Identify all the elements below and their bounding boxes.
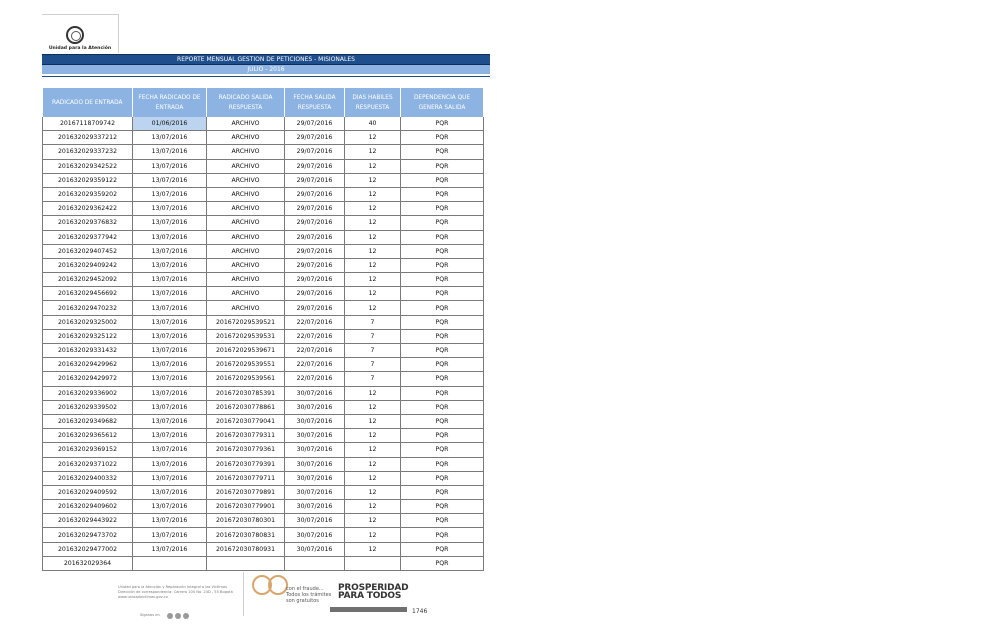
table-row: [43, 372, 484, 386]
prosperidad-logo: [338, 584, 408, 600]
table-cell[interactable]: 12: [345, 443, 401, 457]
table-cell[interactable]: 201632029336902: [43, 386, 133, 400]
table-cell[interactable]: PQR: [401, 386, 484, 400]
table-cell[interactable]: 12: [345, 202, 401, 216]
table-cell[interactable]: 12: [345, 244, 401, 258]
table-cell[interactable]: 13/07/2016: [133, 400, 207, 414]
table-cell[interactable]: 12: [345, 230, 401, 244]
table-cell[interactable]: 201672029539671: [207, 344, 285, 358]
table-cell[interactable]: 12: [345, 429, 401, 443]
table-cell[interactable]: 201632029325002: [43, 315, 133, 329]
table-cell[interactable]: 201672030780831: [207, 528, 285, 542]
table-cell[interactable]: 201632029400332: [43, 471, 133, 485]
table-cell[interactable]: [207, 556, 285, 570]
table-cell[interactable]: 12: [345, 542, 401, 556]
table-cell[interactable]: 7: [345, 344, 401, 358]
table-cell[interactable]: 12: [345, 485, 401, 499]
col-header-dias-habiles: DIAS HABILES RESPUESTA: [345, 88, 401, 117]
table-cell[interactable]: 30/07/2016: [285, 542, 345, 556]
table-cell[interactable]: 201672030779711: [207, 471, 285, 485]
table-cell[interactable]: 13/07/2016: [133, 258, 207, 272]
table-row: [43, 429, 484, 443]
petitions-table: [42, 88, 484, 571]
table-cell[interactable]: ARCHIVO: [207, 159, 285, 173]
table-cell[interactable]: 13/07/2016: [133, 386, 207, 400]
table-cell[interactable]: PQR: [401, 358, 484, 372]
table-row: [43, 187, 484, 201]
table-row: [43, 414, 484, 428]
table-cell[interactable]: 29/07/2016: [285, 287, 345, 301]
col-header-fecha-entrada: FECHA RADICADO DE ENTRADA: [133, 88, 207, 117]
table-cell[interactable]: 201672030779311: [207, 429, 285, 443]
table-cell[interactable]: PQR: [401, 301, 484, 315]
table-row: [43, 471, 484, 485]
table-cell[interactable]: 13/07/2016: [133, 457, 207, 471]
table-cell[interactable]: 13/07/2016: [133, 500, 207, 514]
table-cell[interactable]: PQR: [401, 500, 484, 514]
table-cell[interactable]: PQR: [401, 117, 484, 131]
table-cell[interactable]: ARCHIVO: [207, 216, 285, 230]
table-cell[interactable]: 201632029407452: [43, 244, 133, 258]
table-cell[interactable]: 7: [345, 329, 401, 343]
slogan-line: son gratuitos: [286, 598, 319, 604]
table-cell[interactable]: PQR: [401, 329, 484, 343]
table-cell[interactable]: PQR: [401, 273, 484, 287]
table-cell[interactable]: 12: [345, 145, 401, 159]
table-row: [43, 131, 484, 145]
table-cell[interactable]: 30/07/2016: [285, 429, 345, 443]
report-title: REPORTE MENSUAL GESTION DE PETICIONES - MISIONALES: [42, 54, 490, 65]
ojo-slogan: [286, 586, 346, 604]
table-cell[interactable]: 29/07/2016: [285, 159, 345, 173]
table-cell[interactable]: 201632029452092: [43, 273, 133, 287]
table-cell[interactable]: 29/07/2016: [285, 230, 345, 244]
table-cell[interactable]: PQR: [401, 344, 484, 358]
table-cell[interactable]: PQR: [401, 258, 484, 272]
table-cell[interactable]: 7: [345, 358, 401, 372]
table-row: [43, 117, 484, 131]
table-cell[interactable]: 13/07/2016: [133, 273, 207, 287]
table-cell[interactable]: ARCHIVO: [207, 117, 285, 131]
table-cell[interactable]: ARCHIVO: [207, 173, 285, 187]
table-cell[interactable]: 13/07/2016: [133, 514, 207, 528]
table-row: [43, 273, 484, 287]
table-cell[interactable]: 201672030780931: [207, 542, 285, 556]
table-cell[interactable]: 201672030785391: [207, 386, 285, 400]
table-cell[interactable]: 13/07/2016: [133, 485, 207, 499]
table-cell[interactable]: 22/07/2016: [285, 315, 345, 329]
table-cell[interactable]: 29/07/2016: [285, 202, 345, 216]
table-cell[interactable]: 29/07/2016: [285, 301, 345, 315]
facebook-icon[interactable]: [167, 613, 173, 619]
logo-text: Unidad para la Atención: [48, 46, 112, 51]
table-cell[interactable]: 12: [345, 414, 401, 428]
table-cell[interactable]: 22/07/2016: [285, 329, 345, 343]
table-cell[interactable]: 201632029337212: [43, 131, 133, 145]
table-cell[interactable]: 201672029539531: [207, 329, 285, 343]
table-cell[interactable]: [285, 556, 345, 570]
table-cell[interactable]: 12: [345, 159, 401, 173]
table-cell[interactable]: 201632029470232: [43, 301, 133, 315]
address-line: Dirección de correspondencia: Carrera 100 No. 24D - 55 Bogotá: [118, 590, 233, 594]
table-cell[interactable]: 13/07/2016: [133, 287, 207, 301]
footer-bar: [330, 607, 407, 612]
table-cell[interactable]: 12: [345, 287, 401, 301]
table-cell[interactable]: 201632029342522: [43, 159, 133, 173]
table-cell[interactable]: 201632029359122: [43, 173, 133, 187]
table-cell[interactable]: 30/07/2016: [285, 500, 345, 514]
table-cell[interactable]: 201632029477002: [43, 542, 133, 556]
table-cell[interactable]: 29/07/2016: [285, 258, 345, 272]
table-cell[interactable]: 20167118709742: [43, 117, 133, 131]
table-row: [43, 244, 484, 258]
table-cell[interactable]: 12: [345, 500, 401, 514]
table-row: [43, 443, 484, 457]
table-cell[interactable]: ARCHIVO: [207, 244, 285, 258]
table-row: [43, 173, 484, 187]
report-period: JULIO - 2016: [42, 65, 490, 74]
table-cell[interactable]: PQR: [401, 556, 484, 570]
table-cell[interactable]: 7: [345, 372, 401, 386]
table-cell[interactable]: 12: [345, 273, 401, 287]
table-row: [43, 386, 484, 400]
table-row: [43, 485, 484, 499]
table-cell[interactable]: 201632029359202: [43, 187, 133, 201]
table-cell[interactable]: 201672030779901: [207, 500, 285, 514]
table-row: [43, 145, 484, 159]
table-cell[interactable]: 30/07/2016: [285, 514, 345, 528]
table-cell[interactable]: 12: [345, 187, 401, 201]
table-cell[interactable]: 13/07/2016: [133, 429, 207, 443]
table-cell[interactable]: 29/07/2016: [285, 131, 345, 145]
table-row: [43, 301, 484, 315]
social-label: Síganos en: [140, 612, 160, 617]
table-cell[interactable]: 7: [345, 315, 401, 329]
table-cell[interactable]: 13/07/2016: [133, 329, 207, 343]
table-cell[interactable]: 13/07/2016: [133, 216, 207, 230]
twitter-icon[interactable]: [175, 613, 181, 619]
table-cell[interactable]: 01/06/2016: [133, 117, 207, 131]
table-cell[interactable]: [345, 556, 401, 570]
table-cell[interactable]: 40: [345, 117, 401, 131]
table-row: [43, 528, 484, 542]
table-row: [43, 230, 484, 244]
table-row: [43, 202, 484, 216]
table-cell[interactable]: 13/07/2016: [133, 315, 207, 329]
table-cell[interactable]: 30/07/2016: [285, 485, 345, 499]
table-cell[interactable]: 12: [345, 514, 401, 528]
table-cell[interactable]: 12: [345, 528, 401, 542]
table-cell[interactable]: PQR: [401, 400, 484, 414]
slogan-line: con el fraude...: [286, 586, 324, 592]
table-cell[interactable]: PQR: [401, 131, 484, 145]
slogan-line: Todos los trámites: [286, 592, 332, 598]
table-cell[interactable]: 201632029409592: [43, 485, 133, 499]
table-row: [43, 500, 484, 514]
entity-logo: [42, 14, 119, 53]
table-row: [43, 358, 484, 372]
table-cell[interactable]: 13/07/2016: [133, 344, 207, 358]
table-cell[interactable]: 30/07/2016: [285, 414, 345, 428]
table-cell[interactable]: 13/07/2016: [133, 528, 207, 542]
table-cell[interactable]: PQR: [401, 145, 484, 159]
table-cell[interactable]: 13/07/2016: [133, 542, 207, 556]
table-cell[interactable]: 201632029369152: [43, 443, 133, 457]
table-row: [43, 216, 484, 230]
table-cell[interactable]: 201672029539561: [207, 372, 285, 386]
table-cell[interactable]: PQR: [401, 443, 484, 457]
table-cell[interactable]: 13/07/2016: [133, 230, 207, 244]
table-cell[interactable]: 201632029456692: [43, 287, 133, 301]
table-row: [43, 159, 484, 173]
table-cell[interactable]: 30/07/2016: [285, 457, 345, 471]
table-cell[interactable]: PQR: [401, 173, 484, 187]
col-header-fecha-salida: FECHA SALIDA RESPUESTA: [285, 88, 345, 117]
table-cell[interactable]: 29/07/2016: [285, 187, 345, 201]
table-cell[interactable]: 13/07/2016: [133, 244, 207, 258]
page-number: 1746: [412, 608, 428, 615]
table-cell[interactable]: ARCHIVO: [207, 301, 285, 315]
table-cell[interactable]: PQR: [401, 202, 484, 216]
seal-icon: [66, 26, 84, 44]
table-cell[interactable]: 201632029331432: [43, 344, 133, 358]
table-cell[interactable]: 12: [345, 471, 401, 485]
table-cell[interactable]: ARCHIVO: [207, 230, 285, 244]
table-cell[interactable]: 29/07/2016: [285, 145, 345, 159]
col-header-radicado-entrada: RADICADO DE ENTRADA: [43, 88, 133, 117]
table-cell[interactable]: PQR: [401, 372, 484, 386]
table-cell[interactable]: 30/07/2016: [285, 443, 345, 457]
eye-icon: [268, 575, 288, 595]
table-cell[interactable]: 201632029365612: [43, 429, 133, 443]
table-cell[interactable]: ARCHIVO: [207, 202, 285, 216]
table-cell[interactable]: 22/07/2016: [285, 344, 345, 358]
table-cell[interactable]: 13/07/2016: [133, 159, 207, 173]
table-cell[interactable]: PQR: [401, 429, 484, 443]
table-cell[interactable]: PQR: [401, 159, 484, 173]
table-cell[interactable]: 201632029364: [43, 556, 133, 570]
table-cell[interactable]: 201632029371022: [43, 457, 133, 471]
table-cell[interactable]: 12: [345, 301, 401, 315]
address-line: Unidad para la Atención y Reparación Integral a las Víctimas: [118, 585, 227, 589]
table-cell[interactable]: PQR: [401, 216, 484, 230]
table-cell[interactable]: 13/07/2016: [133, 202, 207, 216]
table-cell[interactable]: 201672029539521: [207, 315, 285, 329]
table-cell[interactable]: 12: [345, 258, 401, 272]
table-cell[interactable]: 12: [345, 131, 401, 145]
table-cell[interactable]: 13/07/2016: [133, 173, 207, 187]
table-cell[interactable]: 201672030780301: [207, 514, 285, 528]
table-cell[interactable]: ARCHIVO: [207, 273, 285, 287]
table-row: [43, 514, 484, 528]
social-icons: [140, 604, 191, 623]
table-cell[interactable]: 30/07/2016: [285, 400, 345, 414]
table-cell[interactable]: 13/07/2016: [133, 358, 207, 372]
table-cell[interactable]: 30/07/2016: [285, 471, 345, 485]
table-cell[interactable]: 201632029325122: [43, 329, 133, 343]
table-cell[interactable]: ARCHIVO: [207, 258, 285, 272]
table-cell[interactable]: 30/07/2016: [285, 386, 345, 400]
table-cell[interactable]: 13/07/2016: [133, 301, 207, 315]
table-cell[interactable]: 12: [345, 173, 401, 187]
table-cell[interactable]: 29/07/2016: [285, 273, 345, 287]
table-row: [43, 258, 484, 272]
table-row: [43, 329, 484, 343]
table-cell[interactable]: [133, 556, 207, 570]
table-cell[interactable]: 13/07/2016: [133, 443, 207, 457]
table-cell[interactable]: 201632029443922: [43, 514, 133, 528]
table-cell[interactable]: 29/07/2016: [285, 216, 345, 230]
table-cell[interactable]: 29/07/2016: [285, 117, 345, 131]
table-cell[interactable]: 22/07/2016: [285, 358, 345, 372]
table-cell[interactable]: 13/07/2016: [133, 471, 207, 485]
col-header-dependencia: DEPENDENCIA QUE GENERA SALIDA: [401, 88, 484, 117]
table-cell[interactable]: 201672029539551: [207, 358, 285, 372]
table-cell[interactable]: 12: [345, 457, 401, 471]
table-cell[interactable]: 12: [345, 400, 401, 414]
address-line: www.unidadvictimas.gov.co: [118, 595, 168, 599]
table-cell[interactable]: 201672030779891: [207, 485, 285, 499]
table-cell[interactable]: 201632029349682: [43, 414, 133, 428]
table-cell[interactable]: 12: [345, 386, 401, 400]
youtube-icon[interactable]: [183, 613, 189, 619]
table-cell[interactable]: PQR: [401, 457, 484, 471]
table-cell[interactable]: 201632029339502: [43, 400, 133, 414]
prosperidad-line: PROSPERIDAD: [338, 583, 409, 593]
table-cell[interactable]: 201632029377942: [43, 230, 133, 244]
table-cell[interactable]: 201632029409602: [43, 500, 133, 514]
table-cell[interactable]: ARCHIVO: [207, 187, 285, 201]
table-cell[interactable]: PQR: [401, 514, 484, 528]
divider: [42, 76, 490, 77]
table-cell[interactable]: 29/07/2016: [285, 173, 345, 187]
table-cell[interactable]: 201672030779391: [207, 457, 285, 471]
table-cell[interactable]: PQR: [401, 528, 484, 542]
table-cell[interactable]: 13/07/2016: [133, 372, 207, 386]
table-cell[interactable]: PQR: [401, 485, 484, 499]
table-header-row: [43, 88, 484, 117]
table-cell[interactable]: PQR: [401, 315, 484, 329]
table-cell[interactable]: PQR: [401, 187, 484, 201]
table-row: [43, 344, 484, 358]
table-row: [43, 457, 484, 471]
table-cell[interactable]: 201632029473702: [43, 528, 133, 542]
table-row: [43, 287, 484, 301]
table-cell[interactable]: 201632029429962: [43, 358, 133, 372]
table-cell[interactable]: 201632029409242: [43, 258, 133, 272]
table-cell[interactable]: 201632029362422: [43, 202, 133, 216]
table-cell[interactable]: 29/07/2016: [285, 244, 345, 258]
table-row: [43, 542, 484, 556]
footer-address: [118, 585, 243, 600]
col-header-radicado-salida: RADICADO SALIDA RESPUESTA: [207, 88, 285, 117]
table-cell[interactable]: 22/07/2016: [285, 372, 345, 386]
table-cell[interactable]: 30/07/2016: [285, 528, 345, 542]
table-cell[interactable]: ARCHIVO: [207, 287, 285, 301]
table-cell[interactable]: PQR: [401, 414, 484, 428]
footer-divider: [243, 572, 244, 616]
table-cell[interactable]: 201632029337232: [43, 145, 133, 159]
table-cell[interactable]: PQR: [401, 230, 484, 244]
table-cell[interactable]: PQR: [401, 244, 484, 258]
table-cell[interactable]: 201672030778861: [207, 400, 285, 414]
table-cell[interactable]: ARCHIVO: [207, 131, 285, 145]
table-row: [43, 556, 484, 570]
table-cell[interactable]: PQR: [401, 287, 484, 301]
table-cell[interactable]: 201672030779041: [207, 414, 285, 428]
table-cell[interactable]: 13/07/2016: [133, 187, 207, 201]
table-cell[interactable]: 13/07/2016: [133, 131, 207, 145]
table-cell[interactable]: PQR: [401, 471, 484, 485]
table-cell[interactable]: 13/07/2016: [133, 145, 207, 159]
prosperidad-line: PARA TODOS: [338, 591, 402, 601]
table-cell[interactable]: 12: [345, 216, 401, 230]
table-row: [43, 315, 484, 329]
table-row: [43, 400, 484, 414]
table-cell[interactable]: 13/07/2016: [133, 414, 207, 428]
table-cell[interactable]: 201632029429972: [43, 372, 133, 386]
table-cell[interactable]: 201672030779361: [207, 443, 285, 457]
table-cell[interactable]: PQR: [401, 542, 484, 556]
table-cell[interactable]: 201632029376832: [43, 216, 133, 230]
table-cell[interactable]: ARCHIVO: [207, 145, 285, 159]
